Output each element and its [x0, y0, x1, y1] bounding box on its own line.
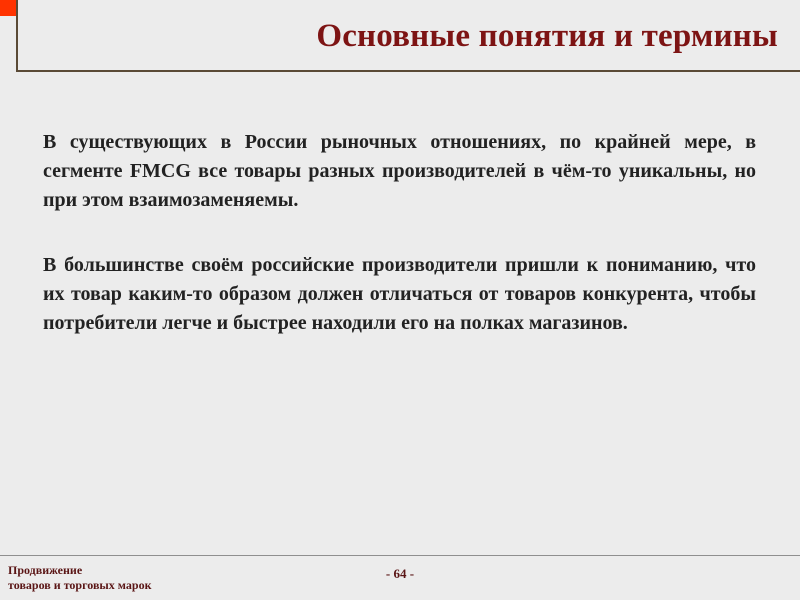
slide-title: Основные понятия и термины — [316, 18, 778, 54]
page-number: - 64 - — [385, 566, 415, 581]
paragraph-2: В большинстве своём российские производители пришли к пониманию, что их товар каким-то образом должен отличаться от товаров конкурента, чтобы потребители легче и быстрее находили его на полках магазинов. — [43, 254, 756, 334]
slide-content — [43, 128, 756, 338]
paragraph-1: В существующих в России рыночных отношениях, по крайней мере, в сегменте FMCG все товары разных производителей в чём-то уникальны, но при этом взаимозаменяемы. — [43, 131, 756, 211]
corner-accent-square — [0, 0, 16, 16]
footer-rule — [0, 555, 800, 556]
footer-line-2: товаров и торговых марок — [8, 578, 152, 592]
footer-line-1: Продвижение — [8, 563, 83, 577]
header-vertical-rule — [16, 0, 18, 72]
header-horizontal-rule — [16, 70, 800, 72]
